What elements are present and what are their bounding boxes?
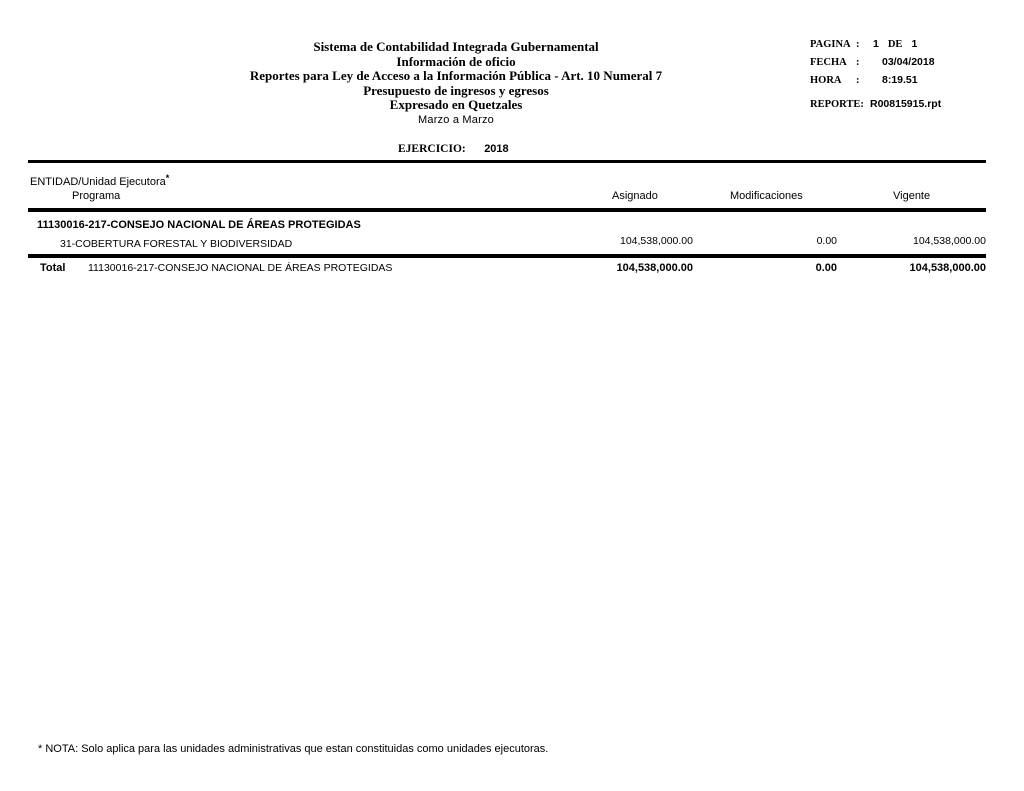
meta-fecha-row bbox=[810, 56, 935, 68]
pagina-total: 1 bbox=[911, 38, 918, 50]
meta-pagina-row bbox=[810, 38, 917, 50]
entidad-header-asterisk: * bbox=[165, 173, 170, 183]
report-title-budget: Presupuesto de ingresos y egresos bbox=[363, 82, 549, 98]
hora-label: HORA bbox=[810, 75, 842, 86]
entity-row-label: 11130016-217-CONSEJO NACIONAL DE ÁREAS PROTEGIDAS bbox=[37, 219, 361, 231]
table-header-rule bbox=[28, 208, 986, 212]
pagina-of-label: DE bbox=[887, 39, 903, 50]
report-title-block bbox=[176, 40, 736, 127]
column-header-asignado: Asignado bbox=[612, 190, 658, 202]
ejercicio-value: 2018 bbox=[484, 143, 509, 155]
footnote: * NOTA: Solo aplica para las unidades administrativas que estan constituidas como unidades ejecutoras. bbox=[38, 743, 549, 755]
report-title-law: Reportes para Ley de Acceso a la Información Pública - Art. 10 Numeral 7 bbox=[249, 68, 663, 84]
pagina-colon: : bbox=[856, 39, 860, 50]
total-asignado-value: 104,538,000.00 bbox=[616, 262, 693, 274]
reporte-value: R00815915.rpt bbox=[870, 98, 942, 110]
total-modificaciones-value: 0.00 bbox=[815, 262, 837, 274]
meta-reporte-row bbox=[810, 98, 941, 110]
table-total-rule bbox=[28, 254, 986, 258]
report-period: Marzo a Marzo bbox=[418, 113, 494, 126]
column-header-entidad bbox=[30, 173, 169, 188]
table-top-rule bbox=[28, 160, 986, 163]
total-row-label: Total bbox=[40, 262, 66, 274]
ejercicio-row bbox=[398, 139, 509, 157]
meta-hora-row bbox=[810, 74, 918, 86]
fecha-label: FECHA bbox=[810, 57, 847, 68]
report-title-currency: Expresado en Quetzales bbox=[389, 97, 523, 113]
report-title-info: Información de oficio bbox=[396, 53, 516, 69]
column-header-programa: Programa bbox=[72, 190, 121, 202]
total-vigente-value: 104,538,000.00 bbox=[909, 262, 986, 274]
column-header-vigente: Vigente bbox=[893, 190, 931, 202]
program-modificaciones-value: 0.00 bbox=[816, 235, 837, 247]
column-header-modificaciones: Modificaciones bbox=[730, 190, 803, 202]
program-vigente-value: 104,538,000.00 bbox=[913, 235, 986, 247]
pagina-number: 1 bbox=[873, 38, 879, 50]
entidad-header-text: ENTIDAD/Unidad Ejecutora bbox=[30, 176, 166, 188]
report-title-system: Sistema de Contabilidad Integrada Gubernamental bbox=[313, 39, 599, 54]
total-row-entity: 11130016-217-CONSEJO NACIONAL DE ÁREAS PROTEGIDAS bbox=[88, 262, 393, 274]
program-row-label: 31-COBERTURA FORESTAL Y BIODIVERSIDAD bbox=[60, 238, 293, 250]
fecha-colon: : bbox=[856, 57, 860, 68]
fecha-value: 03/04/2018 bbox=[882, 56, 935, 68]
hora-value: 8:19.51 bbox=[882, 74, 918, 86]
ejercicio-label: EJERCICIO: bbox=[398, 143, 466, 155]
program-asignado-value: 104,538,000.00 bbox=[620, 235, 693, 247]
hora-colon: : bbox=[856, 75, 860, 86]
pagina-label: PAGINA bbox=[810, 39, 851, 50]
reporte-label: REPORTE: bbox=[810, 99, 864, 110]
